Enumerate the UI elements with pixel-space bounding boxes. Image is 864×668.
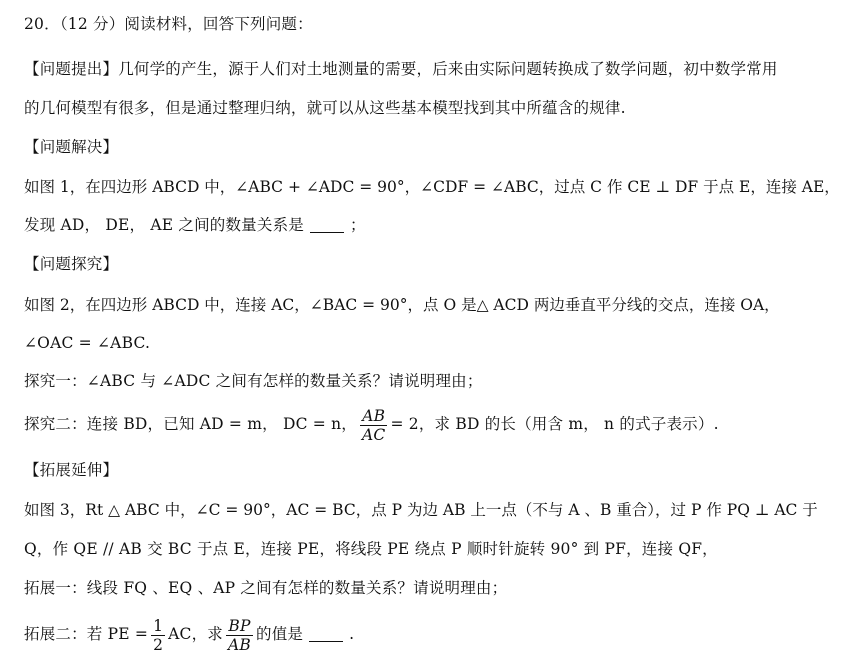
fraction-denominator: 2 bbox=[153, 635, 164, 654]
fraction-numerator: AB bbox=[360, 407, 387, 426]
figure2-description: 如图 2，在四边形 ABCD 中，连接 AC，∠BAC = 90°，点 O 是△ ACD 两边垂直平分线的交点，连接 OA， bbox=[24, 296, 780, 314]
figure1-question-text: 发现 AD， DE， AE 之间的数量关系是 bbox=[24, 216, 304, 234]
figure1-question-end: ； bbox=[349, 216, 366, 234]
fraction-denominator: AC bbox=[361, 425, 386, 444]
fraction-bp-over-ab bbox=[226, 617, 253, 654]
extend-two bbox=[24, 612, 854, 656]
fraction-numerator: BP bbox=[226, 617, 253, 636]
explore-two bbox=[24, 402, 854, 446]
answer-blank-2[interactable] bbox=[309, 627, 343, 642]
figure1-question bbox=[24, 215, 854, 235]
fraction-denominator: AB bbox=[228, 635, 251, 654]
fraction-ab-over-ac bbox=[360, 407, 387, 444]
explore-one: 探究一：∠ABC 与 ∠ADC 之间有怎样的数量关系？请说明理由； bbox=[24, 372, 483, 390]
figure3-description: 如图 3，Rt △ ABC 中，∠C = 90°，AC = BC，点 P 为边 AB 上一点（不与 A 、B 重合），过 P 作 PQ ⊥ AC 于 bbox=[24, 501, 818, 519]
extend-one: 拓展一：线段 FQ 、EQ 、AP 之间有怎样的数量关系？请说明理由； bbox=[24, 579, 508, 597]
extend-two-text: 拓展二：若 PE = bbox=[24, 625, 149, 643]
problem-raise-line-1: 【问题提出】几何学的产生，源于人们对土地测量的需要，后来由实际问题转换成了数学问题，初中数学常用 bbox=[24, 60, 778, 78]
fraction-numerator: 1 bbox=[153, 616, 164, 635]
extend-two-end: . bbox=[349, 625, 355, 643]
section-problem-solving: 【问题解决】 bbox=[24, 138, 119, 156]
figure3-construction: Q，作 QE // AB 交 BC 于点 E，连接 PE，将线段 PE 绕点 P 顺时针旋转 90° 到 PF，连接 QF， bbox=[24, 540, 718, 558]
extend-two-after: 的值是 bbox=[256, 625, 304, 643]
extend-two-mid: AC，求 bbox=[168, 625, 224, 643]
section-extension: 【拓展延伸】 bbox=[24, 461, 119, 479]
question-header: 20．（12 分）阅读材料，回答下列问题： bbox=[24, 15, 313, 33]
fraction-one-half bbox=[151, 617, 165, 654]
figure1-description: 如图 1，在四边形 ABCD 中，∠ABC + ∠ADC = 90°，∠CDF = ∠ABC，过点 C 作 CE ⊥ DF 于点 E，连接 AE， bbox=[24, 178, 840, 196]
problem-raise-line-2: 的几何模型有很多，但是通过整理归纳，就可以从这些基本模型找到其中所蕴含的规律. bbox=[24, 99, 626, 117]
answer-blank-1[interactable] bbox=[310, 218, 344, 233]
explore-two-rest: = 2，求 BD 的长（用含 m， n 的式子表示）. bbox=[390, 415, 719, 433]
section-problem-exploration: 【问题探究】 bbox=[24, 255, 119, 273]
explore-two-text: 探究二：连接 BD，已知 AD = m， DC = n， bbox=[24, 415, 357, 433]
figure2-condition: ∠OAC = ∠ABC. bbox=[24, 334, 151, 352]
